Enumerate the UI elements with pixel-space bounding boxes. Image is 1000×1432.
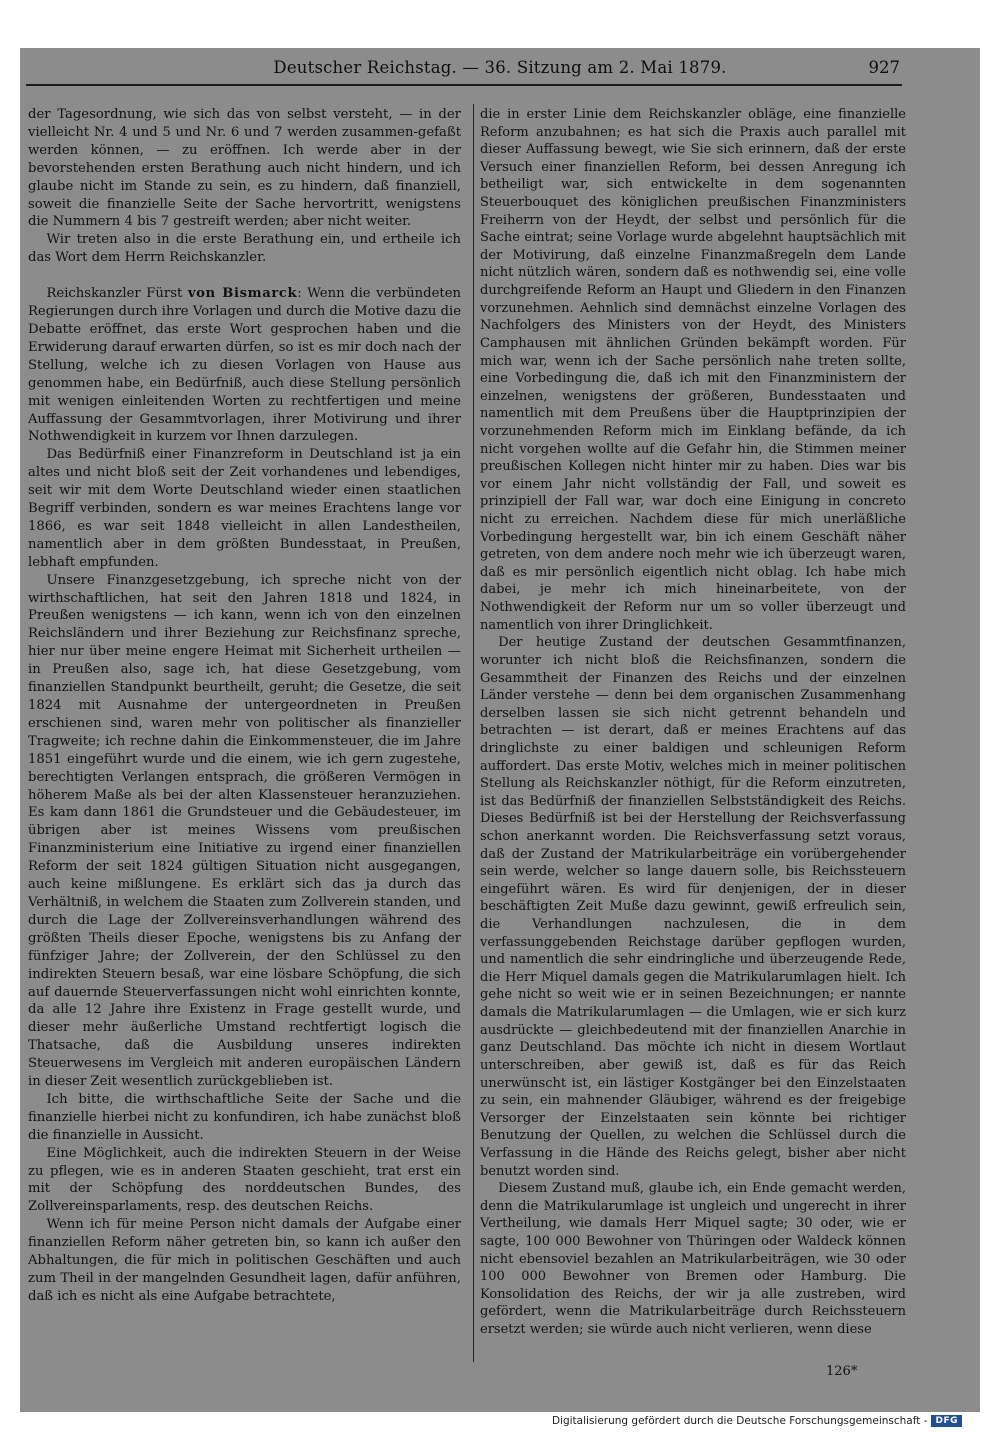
- sheet-number: 126*: [826, 1364, 858, 1379]
- speaker-name: von Bismarck: [187, 286, 298, 302]
- page-number: 927: [868, 58, 900, 77]
- paragraph: die in erster Linie dem Reichskanzler obläge, eine finanzielle Reform anzubahnen; es hat sich die Praxis auch parallel mit dieser Auffassung bewegt, wie Sie sich erinnern, daß der erste Versuch einer finanziellen Reform, bei dessen Anregung ich betheiligt war, sich entwickelte in dem sogenannten Steuerbouquet des königlichen preußischen Finanzministers Freiherrn von der Heydt, der selbst und persönlich für die Sache eintrat; seine Vorlage wurde abgelehnt hauptsächlich mit der Motivirung, daß einzelne Finanzmaßregeln dem Lande nicht nützlich wären, sondern daß es nothwendig sei, eine volle durchgreifende Reform an Haupt und Gliedern in den Finanzen vorzunehmen. Aehnlich sind demnächst einzelne Vorlagen des Nachfolgers des Ministers von der Heydt, des Ministers Camphausen mit ähnlichen Gründen bekämpft worden. Für mich war, wenn ich der Sache persönlich nahe treten sollte, eine Vorbedingung die, daß ich mit den Finanzministern der einzelnen, wenigstens der größeren, Bundesstaaten und namentlich mit dem Preußens über die Hauptprinzipien der vorzunehmenden Reform mich im Einklang befände, da ich nicht vorgehen wollte auf die Gefahr hin, die Stimmen meiner preußischen Kollegen nicht hinter mir zu haben. Dies war bis vor einem Jahr nicht vollständig der Fall, und soweit es prinzipiell der Fall war, war doch eine Einigung in concreto nicht zu erreichen. Nachdem diese für mich unerläßliche Vorbedingung hergestellt war, bin ich einem Geschäft näher getreten, von dem andere noch mehr wie ich überzeugt waren, daß es mir persönlich eigentlich nicht oblag. Ich habe mich dabei, je mehr ich mich hineinarbeitete, von der Nothwendigkeit der Reform nur um so voller überzeugt und namentlich von ihrer Dringlichkeit.: [480, 107, 906, 633]
- page-header: [20, 52, 980, 86]
- paragraph: Wir treten also in die erste Berathung ein, und ertheile ich das Wort dem Herrn Reichskanzler.: [28, 232, 461, 266]
- right-column: [480, 106, 906, 1339]
- paragraph: Ich bitte, die wirthschaftliche Seite der Sache und die finanzielle hierbei nicht zu konfundiren, ich habe zunächst bloß die finanzielle in Aussicht.: [28, 1091, 461, 1143]
- header-rule: [26, 84, 902, 86]
- paragraph: Diesem Zustand muß, glaube ich, ein Ende gemacht werden, denn die Matrikularumlage ist ungleich und ungerecht in ihrer Vertheilung, wie damals Herr Miquel sagte; 30 oder, wie er sagte, 100 000 Bewohner von Thüringen oder Waldeck können nicht ebensoviel bezahlen an Matrikularbeiträgen, wie 30 oder 100 000 Bewohner von Bremen oder Hamburg. Die Konsolidation des Reichs, der wir ja alle zustreben, wird gefördert, wenn die Matrikularbeiträge durch Reichssteuern ersetzt werden; sie würde auch nicht verlieren, wenn diese: [480, 1181, 906, 1338]
- paragraph: Unsere Finanzgesetzgebung, ich spreche nicht von der wirthschaftlichen, hat seit den Jahren 1818 und 1824, in Preußen wenigstens — ich kann, wenn ich von den einzelnen Reichsländern und ihrer Beziehung zur Reichsfinanz spreche, hier nur über meine engere Heimat mit Sicherheit urtheilen — in Preußen also, sage ich, hat diese Gesetzgebung, vom finanziellen Standpunkt beurtheilt, geruht; die Gesetze, die seit 1824 mit Ausnahme der untergeordneten in Preußen erschienen sind, waren mehr von politischer als finanzieller Tragweite; ich rechne dahin die Einkommensteuer, die im Jahre 1851 eingeführt wurde und die einem, wie ich gern zugestehe, berechtigten Verlangen entsprach, die größeren Vermögen in höherem Maße als bei der alten Klassensteuer heranzuziehen. Es kam dann 1861 die Grundsteuer und die Gebäudesteuer, im übrigen aber ist meines Wissens vom preußischen Finanzministerium eine Initiative zu irgend einer finanziellen Reform der seit 1824 gültigen Situation nicht ausgegangen, auch keine mißlungene. Es erklärt sich das ja durch das Verhältniß, in welchem die Staaten zum Zollverein standen, und durch die Lage der Zollvereinsverhandlungen während des größten Theils dieser Epoche, wenigstens bis zu Anfang der fünfziger Jahre; der Zollverein, der den Schlüssel zu den indirekten Steuern besaß, war eine lösbare Schöpfung, die sich auf dauernde Steuerverfassungen nicht wohl einrichten konnte, da alle 12 Jahre ihre Existenz in Frage gestellt wurde, und dieser mehr äußerliche Umstand rechtfertigt logisch die Thatsache, daß die Ausbildung unseres indirekten Steuerwesens im Vergleich mit anderen europäischen Ländern in dieser Zeit wesentlich zurückgeblieben ist.: [28, 572, 461, 1090]
- left-column: [28, 106, 461, 1306]
- paragraph: der Tagesordnung, wie sich das von selbst versteht, — in der vielleicht Nr. 4 und 5 und Nr. 6 und 7 werden zusammen-gefaßt werden können, — zu eröffnen. Ich werde aber in der bevorstehenden ersten Berathung auch nicht hindern, und ich glaube nicht im Stande zu sein, es zu hindern, daß finanziell, soweit die finanzielle Seite der Sache hervortritt, wenigstens die Nummern 4 bis 7 gestreift werden; aber nicht weiter.: [28, 107, 461, 230]
- paragraph: Der heutige Zustand der deutschen Gesammtfinanzen, worunter ich nicht bloß die Reichsfinanzen, sondern die Gesammtheit der Finanzen des Reichs und der einzelnen Länder verstehe — denn bei dem organischen Zusammenhang derselben lassen sie sich nicht getrennt behandeln und betrachten — ist derart, daß er meines Erachtens auf das dringlichste zu einer baldigen und schleunigen Reform auffordert. Das erste Motiv, welches mich in meiner politischen Stellung als Reichskanzler nöthigt, für die Reform einzutreten, ist das Bedürfniß der finanziellen Selbstständigkeit des Reichs. Dieses Bedürfniß ist bei der Herstellung der Reichsverfassung schon anerkannt worden. Die Reichsverfassung setzt voraus, daß der Zustand der Matrikularbeiträge ein vorübergehender sein werde, welcher so lange dauern solle, bis Reichssteuern eingeführt wären. Es wird für denjenigen, der in dieser beschäftigten Zeit Muße dazu gewinnt, gewiß erfreulich sein, die Verhandlungen nachzulesen, die in dem verfassunggebenden Reichstage darüber gepflogen wurden, und namentlich die sehr eindringliche und überzeugende Rede, die Herr Miquel damals gegen die Matrikularumlagen hielt. Ich gehe nicht so weit wie er in seinen Bezeichnungen; er nannte damals die Matrikularumlagen — die Umlagen, wie er sich kurz ausdrückte — gleichbedeutend mit der finanziellen Anarchie in ganz Deutschland. Das möchte ich nicht in diesem Wortlaut unterschreiben, aber gewiß ist, daß es für das Reich unerwünscht ist, ein lästiger Kostgänger bei den Einzelstaaten zu sein, ein mahnender Gläubiger, während es der freigebige Versorger der Einzelstaaten sein könnte bei richtiger Benutzung der Quellen, zu welchen die Schlüssel durch die Verfassung in die Hände des Reichs gelegt, bisher aber nicht benutzt worden sind.: [480, 635, 906, 1179]
- digitization-footer: [552, 1415, 962, 1427]
- paragraph: Das Bedürfniß einer Finanzreform in Deutschland ist ja ein altes und nicht bloß seit der Zeit vorhandenes und lebendiges, seit wir mit dem Worte Deutschland wieder einen staatlichen Begriff verbinden, sondern es war meines Erachtens lange vor 1866, es war seit 1848 vielleicht in allen Landestheilen, namentlich aber in dem größten Bundesstaat, in Preußen, lebhaft empfunden.: [28, 447, 461, 570]
- dfg-logo-icon: DFG: [931, 1415, 962, 1427]
- speech-paragraph: [28, 285, 461, 446]
- footer-credit: Digitalisierung gefördert durch die Deutsche Forschungsgemeinschaft -: [551, 1415, 928, 1427]
- speaker-role: Reichskanzler Fürst: [46, 286, 183, 302]
- header-title: Deutscher Reichstag. — 36. Sitzung am 2. Mai 1879.: [273, 58, 727, 77]
- speech-text: : Wenn die verbündeten Regierungen durch ihre Vorlagen und durch die Motive dazu die Debatte eröffnet, das erste Wort gesprochen haben und die Erwiderung darauf erwarten dürfen, so ist es mir doch nach der Stellung, welche ich zu diesen Vorlagen von Hause aus genommen habe, ein Bedürfniß, auch diese Stellung persönlich mit wenigen einleitenden Worten zu rechtfertigen und meine Auffassung der Gesammtvorlagen, ihrer Motivirung und ihrer Nothwendigkeit in kurzem vor Ihnen darzulegen.: [28, 286, 461, 445]
- paragraph: Eine Möglichkeit, auch die indirekten Steuern in der Weise zu pflegen, wie es in anderen Staaten geschieht, trat erst ein mit der Schöpfung des norddeutschen Bundes, des Zollvereinsparlaments, resp. des deutschen Reichs.: [28, 1145, 461, 1215]
- paragraph: Wenn ich für meine Person nicht damals der Aufgabe einer finanziellen Reform näher getreten bin, so kann ich außer den Abhaltungen, die für mich in politischen Geschäften und auch zum Theil in der mangelnden Gesundheit lagen, dafür anführen, daß ich es nicht als eine Aufgabe betrachtete,: [28, 1217, 461, 1304]
- column-divider: [473, 104, 474, 1362]
